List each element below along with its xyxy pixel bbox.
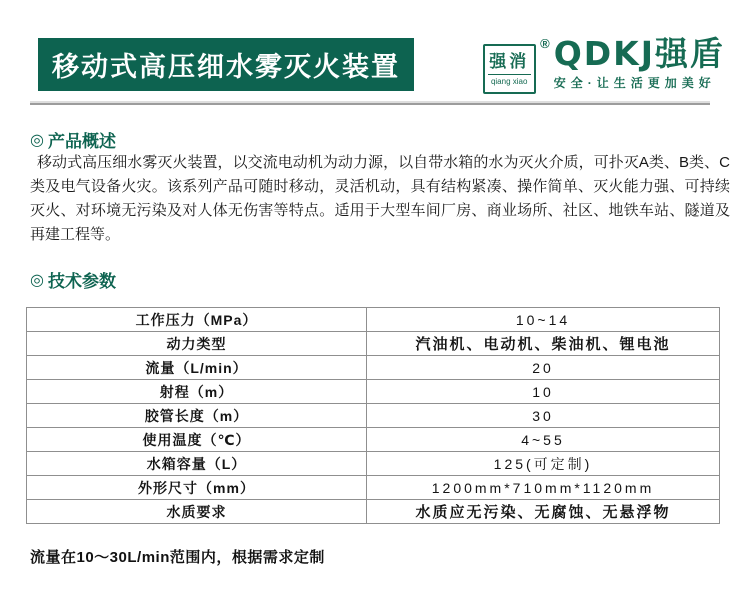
- overview-section-title: 产品概述: [47, 132, 116, 151]
- spec-label: 外形尺寸（mm）: [27, 476, 367, 500]
- overview-paragraph: 移动式高压细水雾灭火装置，以交流电动机为动力源，以自带水箱的水为灭火介质，可扑灭A类、B类、C类及电气设备火灾。该系列产品可随时移动，灵活机动，具有结构紧凑、操作简单、灭火能力强、可持续灭火、对环境无污染及对人体无伤害等特点。适用于大型车间厂房、商业场所、社区、地铁车站、隧道及再建工程等。: [30, 154, 730, 243]
- spec-value: 10~14: [367, 308, 720, 332]
- spec-label: 使用温度（℃）: [27, 428, 367, 452]
- table-row: [27, 452, 720, 476]
- spec-value: 汽油机、电动机、柴油机、锂电池: [367, 332, 720, 356]
- section-marker-icon: ◎: [30, 271, 44, 289]
- table-row: [27, 380, 720, 404]
- table-row: [27, 500, 720, 524]
- brand-logo: [483, 34, 725, 94]
- section-marker-icon: ◎: [30, 131, 44, 149]
- specs-footnote: 流量在10～30L/min范围内，根据需求定制: [30, 549, 325, 566]
- page-title-banner: [38, 38, 414, 91]
- spec-label: 动力类型: [27, 332, 367, 356]
- spec-value: 4~55: [367, 428, 720, 452]
- brand-seal: [483, 36, 550, 94]
- spec-value: 125(可定制): [367, 452, 720, 476]
- table-row: [27, 356, 720, 380]
- spec-value: 水质应无污染、无腐蚀、无悬浮物: [367, 500, 720, 524]
- spec-label: 流量（L/min）: [27, 356, 367, 380]
- seal-divider: [488, 74, 531, 75]
- table-row: [27, 308, 720, 332]
- spec-label: 胶管长度（m）: [27, 404, 367, 428]
- table-row: [27, 332, 720, 356]
- seal-text: 强消: [489, 52, 530, 71]
- table-row: [27, 428, 720, 452]
- spec-value: 1200mm*710mm*1120mm: [367, 476, 720, 500]
- spec-label: 水质要求: [27, 500, 367, 524]
- overview-section-heading: [30, 127, 116, 152]
- brand-wordmark: QDKJ强盾: [553, 34, 725, 73]
- spec-label: 射程（m）: [27, 380, 367, 404]
- specs-table: [26, 307, 720, 524]
- specs-section-heading: [30, 267, 116, 292]
- page-title: 移动式高压细水雾灭火装置: [52, 52, 400, 82]
- specs-section-title: 技术参数: [47, 272, 116, 291]
- table-row: [27, 404, 720, 428]
- spec-label: 水箱容量（L）: [27, 452, 367, 476]
- spec-label: 工作压力（MPa）: [27, 308, 367, 332]
- table-row: [27, 476, 720, 500]
- brand-column: [553, 34, 725, 91]
- header-divider: [30, 103, 710, 105]
- spec-value: 30: [367, 404, 720, 428]
- seal-pinyin: qiang xiao: [490, 77, 528, 86]
- seal-box: [483, 44, 536, 94]
- registered-trademark-icon: ®: [540, 36, 550, 51]
- spec-value: 10: [367, 380, 720, 404]
- spec-value: 20: [367, 356, 720, 380]
- brand-tagline: 安全·让生活更加美好: [553, 76, 716, 90]
